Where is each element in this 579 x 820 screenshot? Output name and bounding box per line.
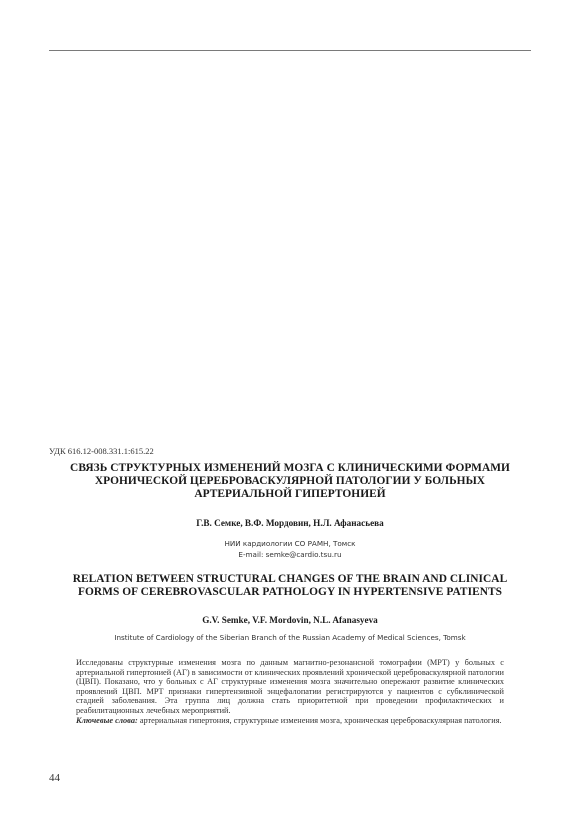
- institution-name: Institute of Cardiology of the Siberian Branch of the Russian Academy of Medical Sciences, Tomsk: [114, 633, 466, 642]
- authors-english: G.V. Semke, V.F. Mordovin, N.L. Afanasyeva: [202, 615, 378, 625]
- title-line: ХРОНИЧЕСКОЙ ЦЕРЕБРОВАСКУЛЯРНОЙ ПАТОЛОГИИ У БОЛЬНЫХ: [94, 474, 486, 487]
- keywords-label: Ключевые слова:: [76, 715, 138, 725]
- title-line: RELATION BETWEEN STRUCTURAL CHANGES OF THE BRAIN AND CLINICAL: [72, 573, 508, 585]
- affiliation-russian: [40, 539, 540, 560]
- udk-code: УДК 616.12-008.331.1:615.22: [49, 446, 154, 456]
- title-line: СВЯЗЬ СТРУКТУРНЫХ ИЗМЕНЕНИЙ МОЗГА С КЛИНИЧЕСКИМИ ФОРМАМИ: [70, 462, 510, 474]
- keywords: [76, 716, 504, 726]
- affiliation-english: [40, 633, 540, 644]
- article-title-russian: [40, 462, 540, 500]
- title-line: FORMS OF CEREBROVASCULAR PATHOLOGY IN HYPERTENSIVE PATIENTS: [77, 585, 503, 598]
- title-line: АРТЕРИАЛЬНОЙ ГИПЕРТОНИЕЙ: [194, 487, 386, 500]
- abstract: [76, 658, 504, 725]
- article-title-english: [40, 573, 540, 599]
- keywords-text: артериальная гипертония, структурные изменения мозга, хроническая цереброваскулярная патология.: [139, 715, 502, 725]
- institution-name: НИИ кардиологии СО РАМН, Томск: [224, 539, 356, 548]
- page-number: 44: [49, 772, 60, 784]
- header-rule: [49, 50, 531, 51]
- email-line: E-mail: semke@cardio.tsu.ru: [238, 549, 342, 559]
- abstract-text: Исследованы структурные изменения мозга по данным магнитно-резонансной томографии (МРТ) у больных с артериальной гипертонией (АГ) в зависимости от клинических проявлений хронической цереброваскулярной патологии (ЦВП). Показано, что у больных с АГ структурные изменения мозга значительно опережают развитие клинических проявлений ЦВП. МРТ признаки гипертензивной энцефалопатии регистрируются у пациентов с субклинической стадией заболевания. Эта группа лиц должна стать приоритетной при проведении профилактических и реабилитационных лечебных мероприятий.: [76, 658, 504, 715]
- authors-russian: Г.В. Семке, В.Ф. Мордовин, Н.Л. Афанасьева: [196, 518, 384, 528]
